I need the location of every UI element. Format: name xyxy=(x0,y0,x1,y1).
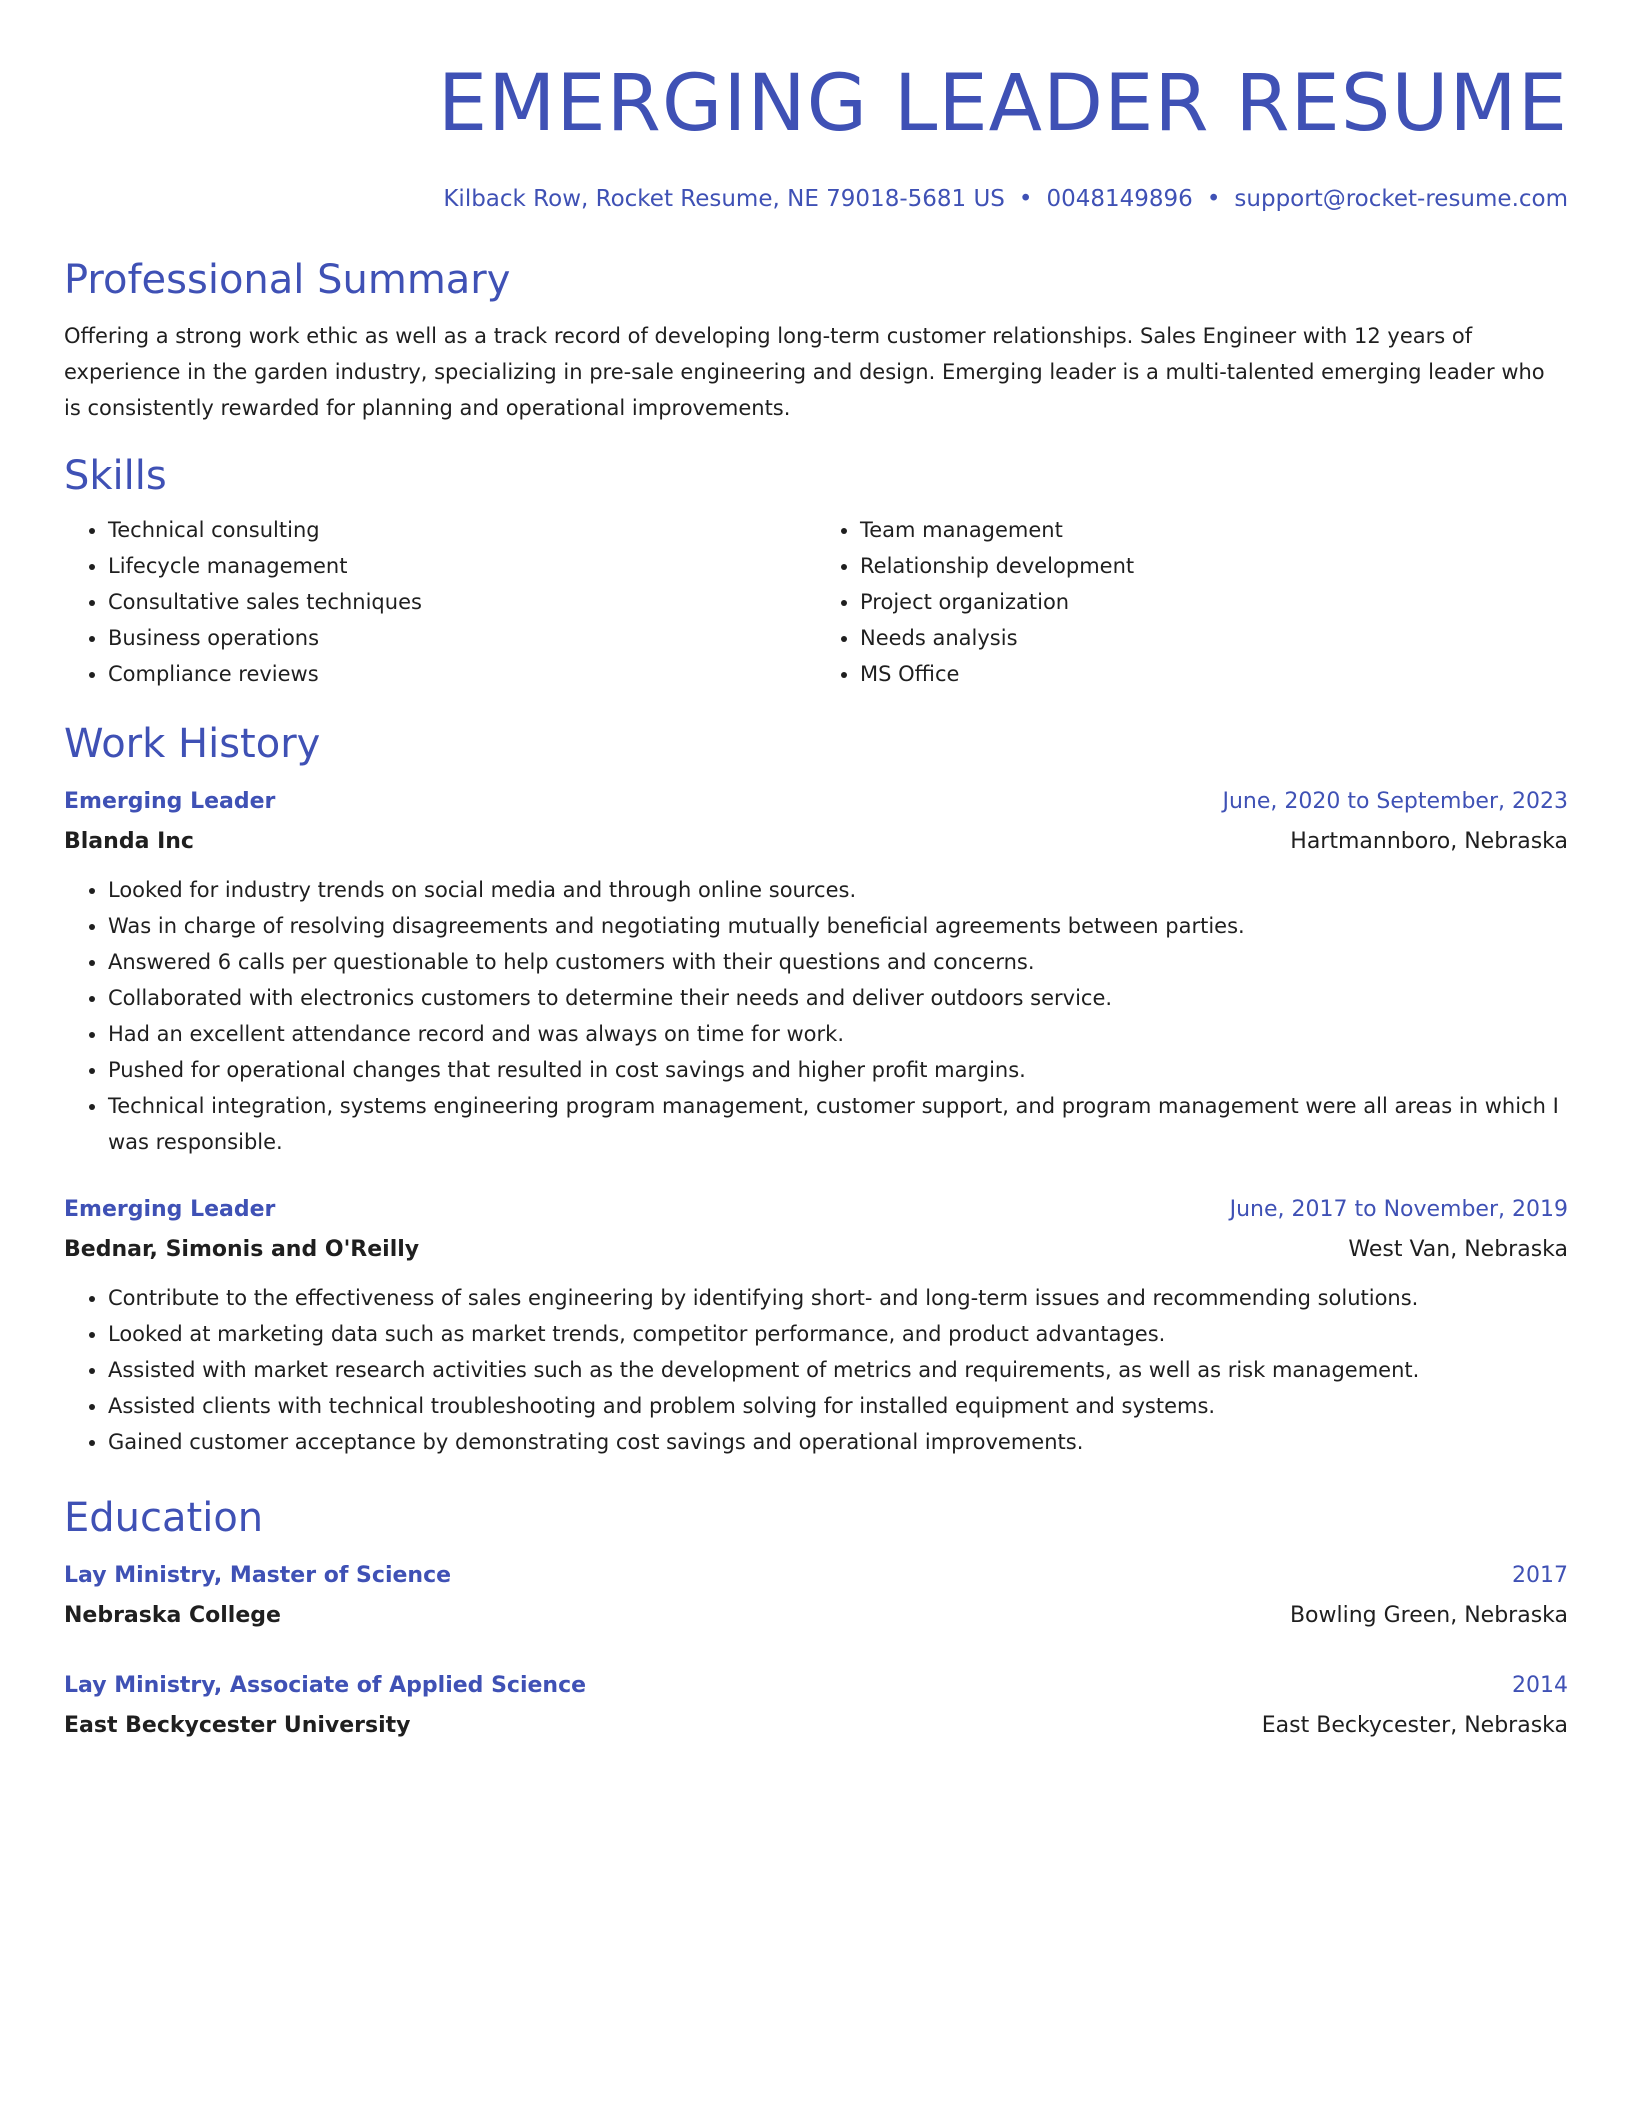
skill-item: • Technical consulting xyxy=(108,512,816,548)
skill-item: • Lifecycle management xyxy=(108,548,816,584)
job-bullet: • Answered 6 calls per questionable to help customers with their questions and concerns. xyxy=(108,944,1568,980)
job-bullet: • Collaborated with electronics customers to determine their needs and deliver outdoors service. xyxy=(108,980,1568,1016)
summary-heading: Professional Summary xyxy=(64,257,511,303)
skill-item: • Team management xyxy=(860,512,1568,548)
job-bullet: • Was in charge of resolving disagreements and negotiating mutually beneficial agreements between parties. xyxy=(108,908,1568,944)
job-dates: June, 2020 to September, 2023 xyxy=(1222,789,1568,814)
job-role: Emerging Leader xyxy=(64,789,276,814)
job-bullet: • Pushed for operational changes that resulted in cost savings and higher profit margins. xyxy=(108,1052,1568,1088)
job-bullet: • Assisted clients with technical troubleshooting and problem solving for installed equipment and systems. xyxy=(108,1388,1568,1424)
summary-text: Offering a strong work ethic as well as a track record of developing long-term customer relationships. Sales Engineer with 12 years of experience in the garden industry, specializing in pre-sale engineering and design. Emerging leader is a multi-talented emerging leader who is consistently rewarded for planning and operational improvements. xyxy=(64,324,1545,420)
skills-column-right xyxy=(816,512,1568,692)
job-location: Hartmannboro, Nebraska xyxy=(1290,829,1568,854)
job-header xyxy=(64,1190,1568,1230)
job-bullet: • Had an excellent attendance record and was always on time for work. xyxy=(108,1016,1568,1052)
skills-list xyxy=(64,512,1568,692)
skill-item: • Needs analysis xyxy=(860,620,1568,656)
skill-item: • Business operations xyxy=(108,620,816,656)
contact-phone: 0048149896 xyxy=(1046,186,1193,212)
job-location: West Van, Nebraska xyxy=(1348,1237,1568,1262)
contact-address: Kilback Row, Rocket Resume, NE 79018-5681 US xyxy=(443,186,1005,212)
education-header xyxy=(64,1666,1568,1706)
job-bullet: • Looked at marketing data such as market trends, competitor performance, and product advantages. xyxy=(108,1316,1568,1352)
education-entry xyxy=(64,1556,1568,1636)
skills-heading: Skills xyxy=(64,453,167,499)
contact-email[interactable]: support@rocket-resume.com xyxy=(1234,186,1568,212)
job-bullet: • Gained customer acceptance by demonstrating cost savings and operational improvements. xyxy=(108,1424,1568,1460)
job-bullets xyxy=(64,872,1568,1160)
education-subheader xyxy=(64,1706,1568,1746)
education-header xyxy=(64,1556,1568,1596)
job-subheader xyxy=(64,822,1568,862)
job-bullet: • Looked for industry trends on social media and through online sources. xyxy=(108,872,1568,908)
education-entry xyxy=(64,1666,1568,1746)
job-header xyxy=(64,782,1568,822)
education-school: East Beckycester University xyxy=(64,1713,411,1738)
job-entry xyxy=(64,782,1568,1160)
job-role: Emerging Leader xyxy=(64,1197,276,1222)
job-entry xyxy=(64,1190,1568,1460)
job-dates: June, 2017 to November, 2019 xyxy=(1229,1197,1568,1222)
job-bullet: • Assisted with market research activities such as the development of metrics and requirements, as well as risk management. xyxy=(108,1352,1568,1388)
education-heading: Education xyxy=(64,1495,264,1541)
education-location: East Beckycester, Nebraska xyxy=(1261,1713,1568,1738)
job-company: Bednar, Simonis and O'Reilly xyxy=(64,1237,420,1262)
work-history-heading: Work History xyxy=(64,721,321,767)
education-degree: Lay Ministry, Master of Science xyxy=(64,1563,452,1588)
job-subheader xyxy=(64,1230,1568,1270)
contact-line xyxy=(64,184,1568,214)
education-year: 2014 xyxy=(1512,1673,1568,1698)
skill-item: • Compliance reviews xyxy=(108,656,816,692)
education-subheader xyxy=(64,1596,1568,1636)
skills-column-left xyxy=(64,512,816,692)
education-degree: Lay Ministry, Associate of Applied Science xyxy=(64,1673,587,1698)
resume-name: EMERGING LEADER RESUME xyxy=(437,59,1568,149)
job-company: Blanda Inc xyxy=(64,829,194,854)
contact-separator: • xyxy=(1206,186,1221,212)
education-location: Bowling Green, Nebraska xyxy=(1289,1603,1568,1628)
skill-item: • Consultative sales techniques xyxy=(108,584,816,620)
job-bullets xyxy=(64,1280,1568,1460)
skill-item: • MS Office xyxy=(860,656,1568,692)
job-bullet: • Technical integration, systems engineering program management, customer support, and program management were all areas in which I was responsible. xyxy=(108,1088,1568,1160)
job-bullet: • Contribute to the effectiveness of sales engineering by identifying short- and long-term issues and recommending solutions. xyxy=(108,1280,1568,1316)
skill-item: • Project organization xyxy=(860,584,1568,620)
contact-separator: • xyxy=(1018,186,1033,212)
skill-item: • Relationship development xyxy=(860,548,1568,584)
education-school: Nebraska College xyxy=(64,1603,281,1628)
education-year: 2017 xyxy=(1512,1563,1568,1588)
